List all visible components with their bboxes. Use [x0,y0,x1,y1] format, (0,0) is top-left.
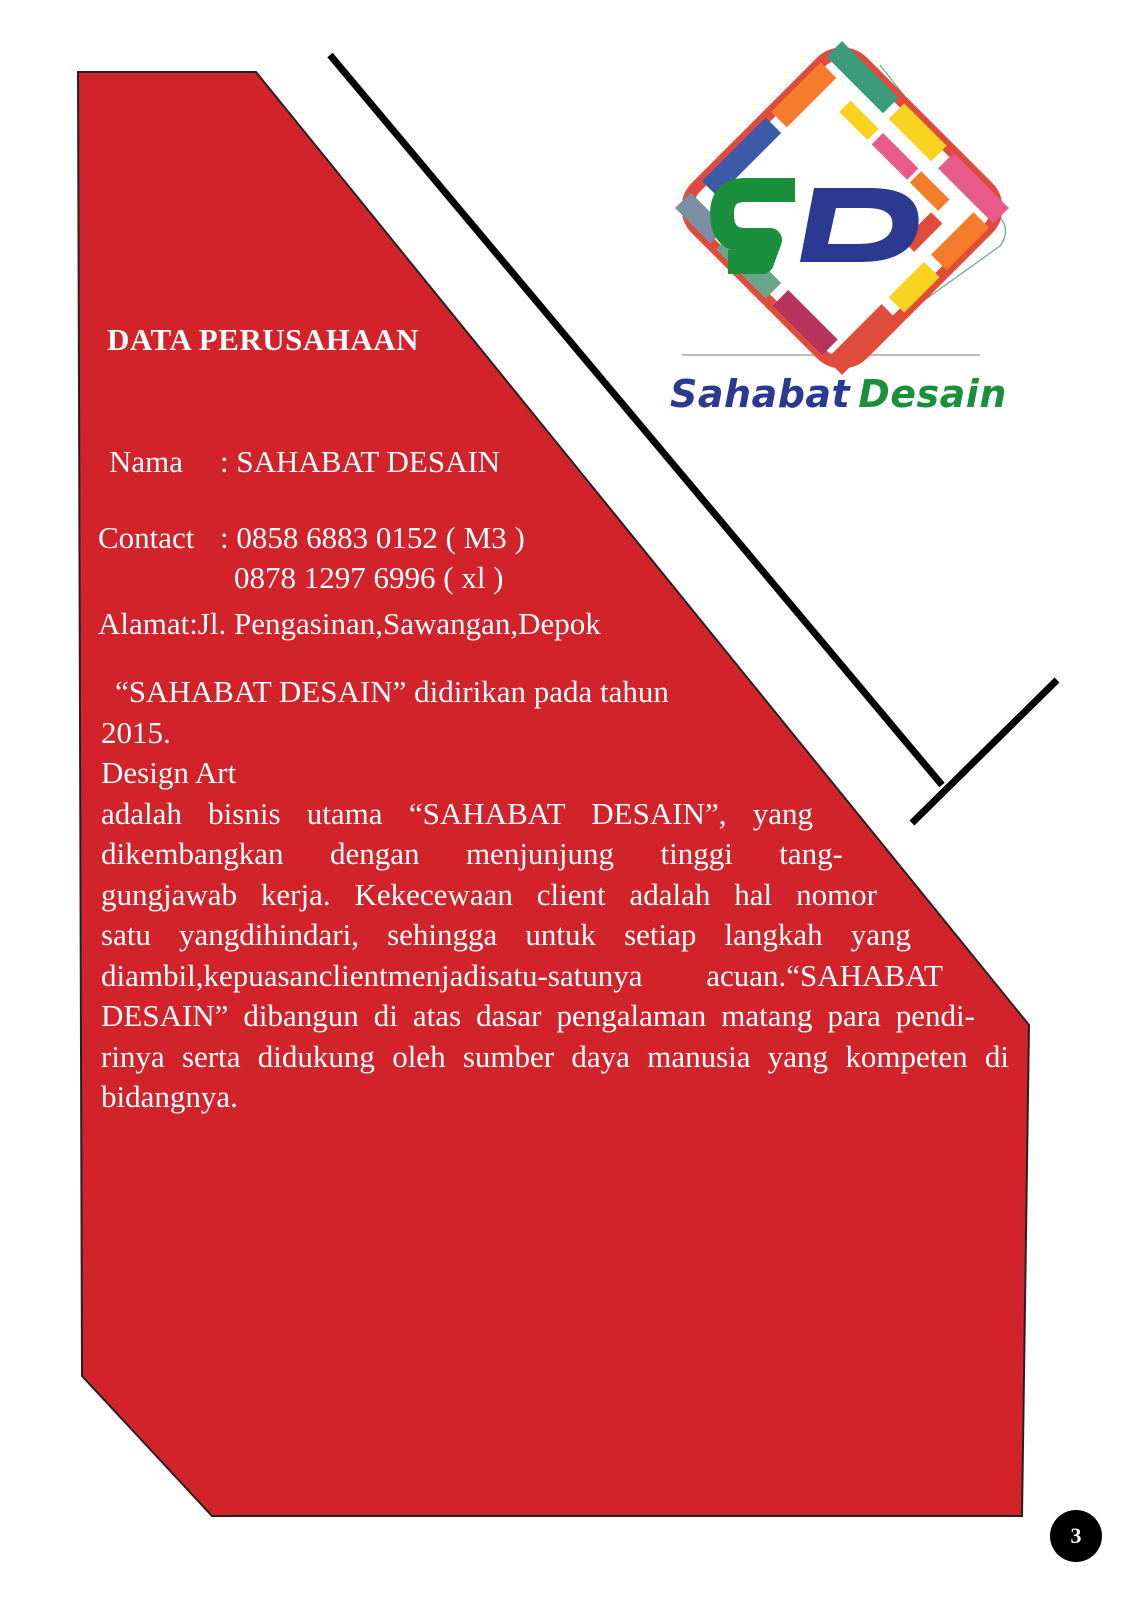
alamat-line: Alamat:Jl. Pengasinan,Sawangan,Depok [98,606,601,641]
para-line: dikembangkan dengan menjunjung tinggi tang- [101,836,843,871]
para-line: bidangnya. [101,1079,238,1114]
para-line: diambil,kepuasanclientmenjadisatu-satunya acuan.“SAHABAT [101,957,943,993]
contact-label: Contact [98,520,195,555]
section-heading: DATA PERUSAHAAN [107,322,420,357]
brand-name [670,372,1007,416]
nama-label: Nama [109,444,184,479]
brand-name-part2: Desain [858,372,1007,416]
para-line: DESAIN” dibangun di atas dasar pengalaman matang para pendi- [101,998,975,1033]
page-number: 3 [1050,1510,1102,1562]
para-line: rinya serta didukung oleh sumber daya manusia yang kompeten di [101,1038,1009,1074]
contact-value-2: 0878 1297 6996 ( xl ) [234,560,504,595]
para-line: satu yangdihindari, sehingga untuk setiap langkah yang [101,917,911,952]
para-line: 2015. [101,714,171,750]
company-description [101,672,1017,1118]
contact-value-1: : 0858 6883 0152 ( M3 ) [220,520,525,555]
para-line: gungjawab kerja. Kekecewaan client adalah hal nomor [101,876,877,912]
sd-diamond-logo-icon [675,41,1009,375]
brand-name-part1: Sahabat [670,372,851,416]
para-line: “SAHABAT DESAIN” didirikan pada tahun [115,674,669,709]
nama-value: : SAHABAT DESAIN [220,444,501,479]
para-line: adalah bisnis utama “SAHABAT DESAIN”, yang [101,795,813,831]
para-line: Design Art [101,755,237,790]
